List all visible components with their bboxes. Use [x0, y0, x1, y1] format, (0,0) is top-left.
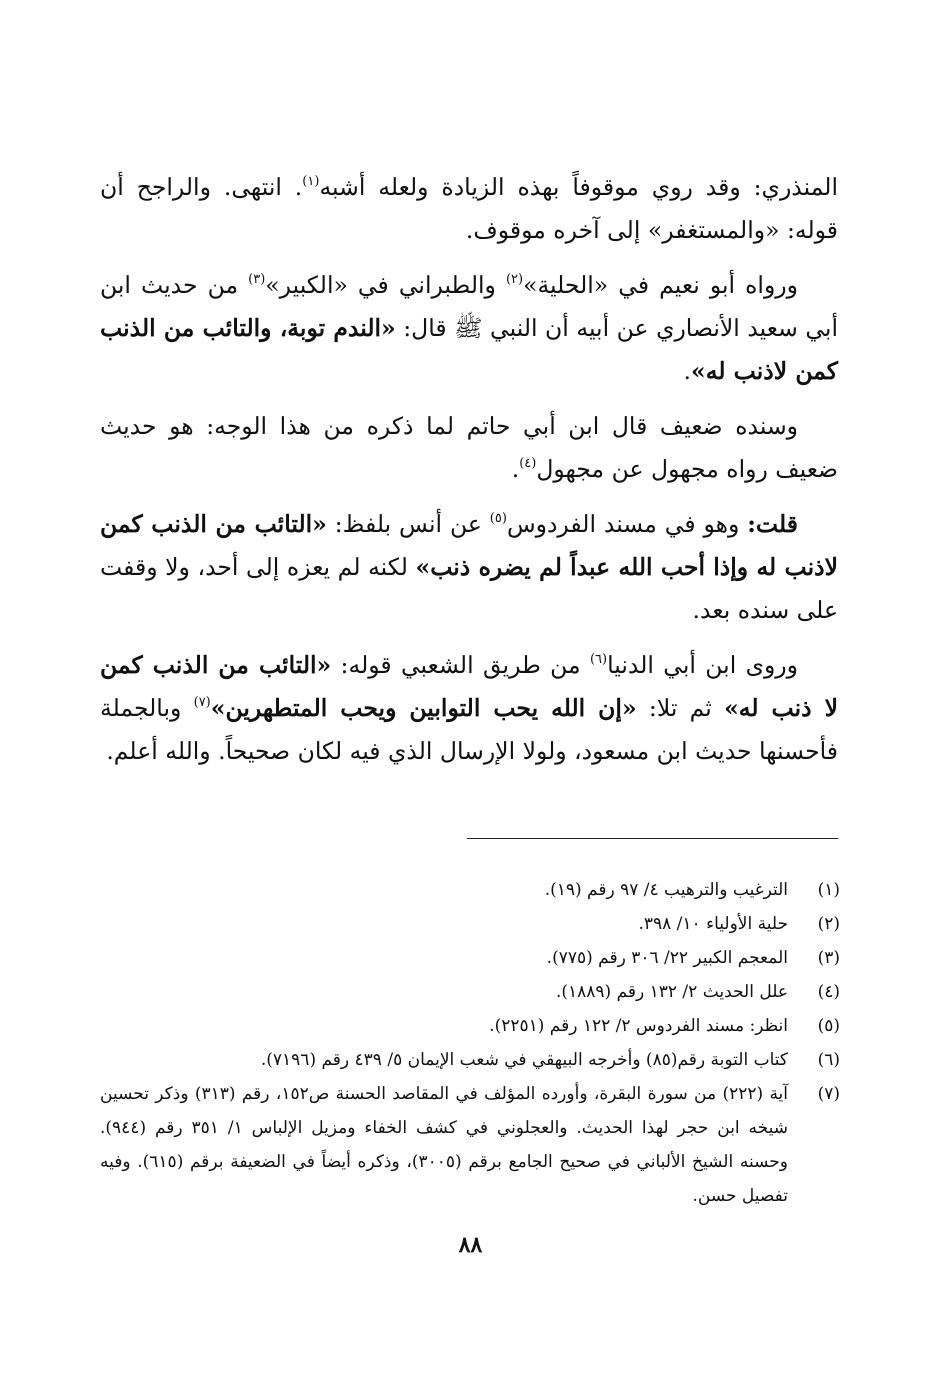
footnote-text: كتاب التوبة رقم(٨٥) وأخرجه البيهقي في شعب الإيمان ٥/ ٤٣٩ رقم (٧١٩٦). — [260, 1050, 788, 1070]
text-segment: والطبراني في «الكبير» — [265, 271, 506, 299]
footnote-reference: (٦) — [589, 652, 608, 667]
footnote-item — [100, 1077, 840, 1213]
text-segment: . انتهى. والراجح أن قوله: «والمستغفر» إلى آخره موقوف. — [100, 173, 838, 244]
text-segment: ثم تلا: — [636, 694, 725, 722]
text-segment: . — [683, 357, 692, 385]
text-segment: المنذري: وقد روي موقوفاً بهذه الزيادة ولعله أشبه — [319, 173, 838, 201]
footnote-item — [100, 1043, 840, 1077]
paragraph-3 — [100, 405, 838, 491]
text-segment: ورواه أبو نعيم في «الحلية» — [523, 271, 798, 299]
footnote-item — [100, 975, 840, 1009]
text-segment: عن أنس بلفظ: — [326, 510, 490, 538]
footnote-number: (٧) — [817, 1084, 840, 1104]
footnote-number: (٣) — [817, 948, 840, 968]
footnote-text: علل الحديث ٢/ ١٣٢ رقم (١٨٨٩). — [555, 982, 788, 1002]
hadith-quote: «الندم توبة، والتائب من الذنب كمن لاذنب له» — [100, 314, 838, 385]
page-number: ٨٨ — [458, 1232, 483, 1258]
hadith-quote: «التائب من الذنب كمن لا ذنب له» — [100, 651, 838, 722]
footnote-reference: (٣) — [248, 272, 266, 287]
paragraph-lead: قلت: — [747, 510, 798, 538]
footnote-item — [100, 1009, 840, 1043]
quran-quote: «إن الله يحب التوابين ويحب المتطهرين» — [210, 694, 637, 722]
footnote-item — [100, 907, 840, 941]
footnote-number: (٤) — [817, 982, 840, 1002]
footnote-reference: (٧) — [193, 695, 211, 710]
footnote-text: انظر: مسند الفردوس ٢/ ١٢٢ رقم (٢٢٥١). — [489, 1016, 788, 1036]
paragraph-2 — [100, 264, 838, 393]
text-segment: لكنه لم يعزه إلى أحد، ولا وقفت على سنده بعد. — [100, 553, 838, 624]
footnotes-section — [100, 873, 840, 1213]
text-segment: وسنده ضعيف قال ابن أبي حاتم لما ذكره من هذا الوجه: هو حديث ضعيف رواه مجهول عن مجهول — [100, 412, 838, 483]
text-segment: من طريق الشعبي قوله: — [331, 651, 590, 679]
main-text — [100, 166, 838, 785]
text-segment: وروى ابن أبي الدنيا — [607, 651, 799, 679]
footnote-reference: (٤) — [519, 456, 537, 471]
footnote-number: (٦) — [817, 1050, 840, 1070]
paragraph-1 — [100, 166, 838, 252]
footnote-number: (١) — [817, 880, 840, 900]
text-segment: . — [511, 455, 520, 483]
footnote-separator — [467, 838, 838, 839]
text-segment: من حديث ابن أبي سعيد الأنصاري عن أبيه أن النبي ﷺ قال: — [100, 271, 838, 342]
footnote-text: حلية الأولياء ١٠/ ٣٩٨. — [638, 914, 788, 934]
footnote-number: (٥) — [817, 1016, 840, 1036]
footnote-text: المعجم الكبير ٢٢/ ٣٠٦ رقم (٧٧٥). — [546, 948, 788, 968]
text-segment: وهو في مسند الفردوس — [506, 510, 748, 538]
footnote-reference: (٥) — [489, 511, 507, 526]
paragraph-5 — [100, 644, 838, 773]
footnote-item — [100, 873, 840, 907]
footnote-number: (٢) — [817, 914, 840, 934]
text-segment: وبالجملة فأحسنها حديث ابن مسعود، ولولا الإرسال الذي فيه لكان صحيحاً. والله أعلم. — [100, 694, 838, 765]
footnote-text: آية (٢٢٢) من سورة البقرة، وأورده المؤلف في المقاصد الحسنة ص١٥٢، رقم (٣١٣) وذكر تحسين شيخه ابن حجر لهذا الحديث. والعجلوني في كشف الخفاء ومزيل الإلباس ١/ ٣٥١ رقم (٩٤٤). وحسنه الشيخ الألباني في صحيح الجامع برقم (٣٠٠٥)، وذكره أيضاً في الضعيفة برقم (٦١٥). وفيه تفصيل حسن. — [100, 1084, 789, 1206]
footnote-reference: (٢) — [505, 272, 524, 287]
footnote-item — [100, 941, 840, 975]
paragraph-4 — [100, 503, 838, 632]
hadith-quote: «التائب من الذنب كمن لاذنب له وإذا أحب الله عبداً لم يضره ذنب» — [100, 510, 838, 581]
footnote-text: الترغيب والترهيب ٤/ ٩٧ رقم (١٩). — [544, 880, 788, 900]
footnote-reference: (١) — [302, 174, 320, 189]
